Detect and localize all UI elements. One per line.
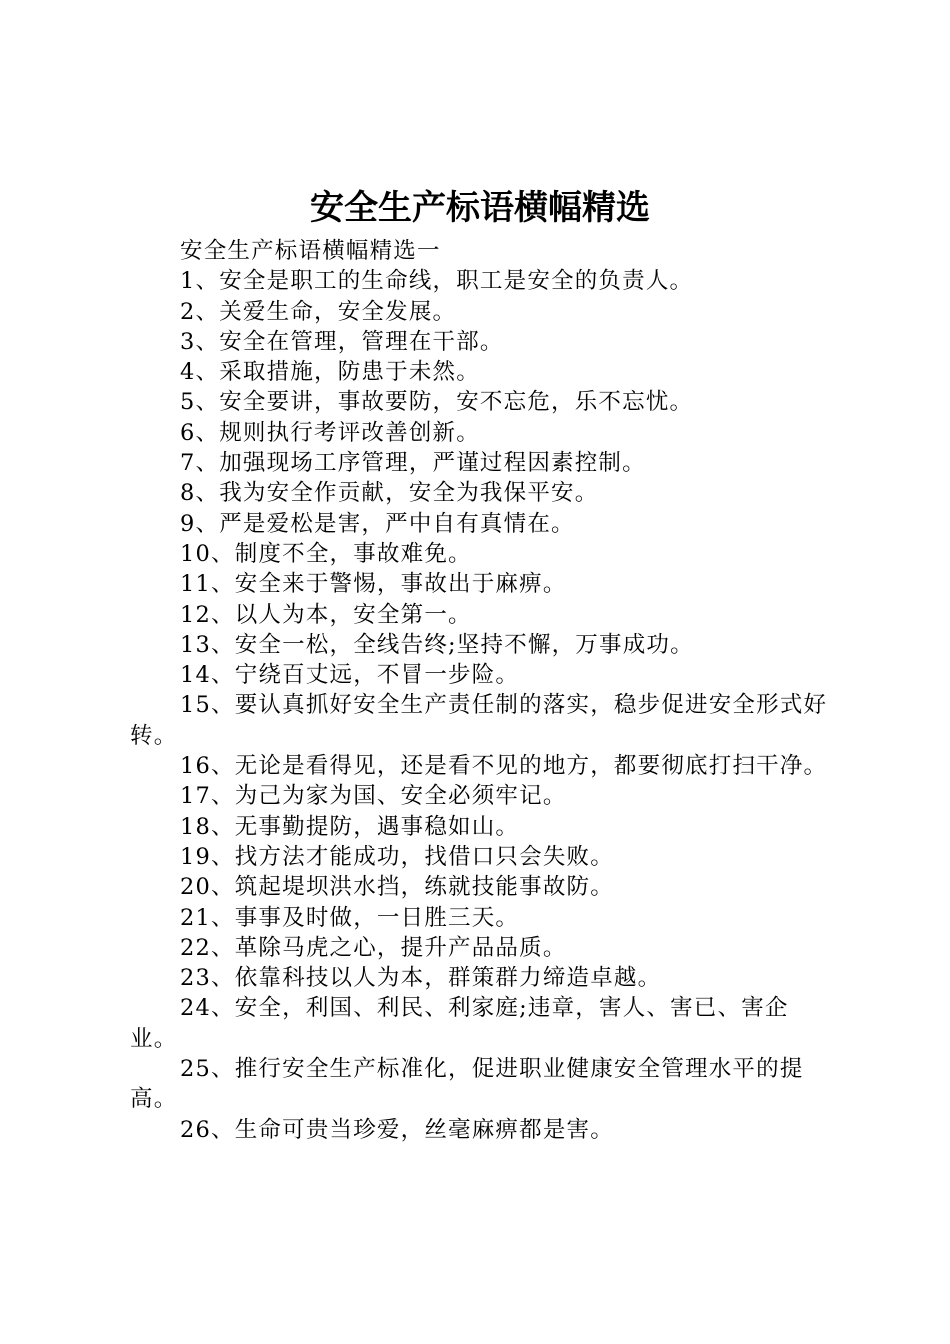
slogan-item: 22、革除马虎之心，提升产品品质。 — [180, 934, 567, 961]
slogan-item: 23、依靠科技以人为本，群策群力缔造卓越。 — [180, 965, 662, 992]
slogan-item: 19、找方法才能成功，找借口只会失败。 — [180, 843, 614, 870]
slogan-item: 1、安全是职工的生命线，职工是安全的负责人。 — [180, 268, 694, 295]
slogan-item: 12、以人为本，安全第一。 — [180, 601, 472, 628]
slogan-item: 25、推行安全生产标准化，促进职业健康安全管理水平的提高。 — [130, 1056, 804, 1113]
slogan-item: 26、生命可贵当珍爱，丝毫麻痹都是害。 — [180, 1116, 614, 1143]
slogan-item: 13、安全一松，全线告终;坚持不懈，万事成功。 — [180, 631, 694, 658]
slogan-item: 3、安全在管理，管理在干部。 — [180, 328, 504, 355]
slogan-item: 9、严是爱松是害，严中自有真情在。 — [180, 510, 575, 537]
slogan-item: 24、安全，利国、利民、利家庭;违章，害人、害已、害企业。 — [130, 995, 789, 1052]
slogan-item: 18、无事勤提防，遇事稳如山。 — [180, 813, 520, 840]
slogan-item: 11、安全来于警惕，事故出于麻痹。 — [180, 571, 567, 598]
slogan-item: 15、要认真抓好安全生产责任制的落实，稳步促进安全形式好转。 — [130, 692, 828, 749]
slogan-item: 5、安全要讲，事故要防，安不忘危，乐不忘忧。 — [180, 389, 694, 416]
document-body — [130, 236, 830, 1145]
slogan-item: 6、规则执行考评改善创新。 — [180, 419, 480, 446]
slogan-item: 10、制度不全，事故难免。 — [180, 540, 472, 567]
slogan-item: 21、事事及时做，一日胜三天。 — [180, 904, 520, 931]
slogan-item: 7、加强现场工序管理，严谨过程因素控制。 — [180, 450, 646, 477]
slogan-item: 16、无论是看得见，还是看不见的地方，都要彻底打扫干净。 — [180, 753, 828, 780]
slogan-item: 4、采取措施，防患于未然。 — [180, 359, 480, 386]
slogan-item: 20、筑起堤坝洪水挡，练就技能事故防。 — [180, 874, 614, 901]
slogan-item: 17、为己为家为国、安全必须牢记。 — [180, 783, 567, 810]
slogan-item: 8、我为安全作贡献，安全为我保平安。 — [180, 480, 599, 507]
slogan-item: 14、宁绕百丈远，不冒一步险。 — [180, 662, 520, 689]
document-title: 安全生产标语横幅精选 — [310, 188, 650, 228]
slogan-item: 2、关爱生命，安全发展。 — [180, 298, 457, 325]
paragraph-subtitle: 安全生产标语横幅精选一 — [180, 238, 441, 264]
